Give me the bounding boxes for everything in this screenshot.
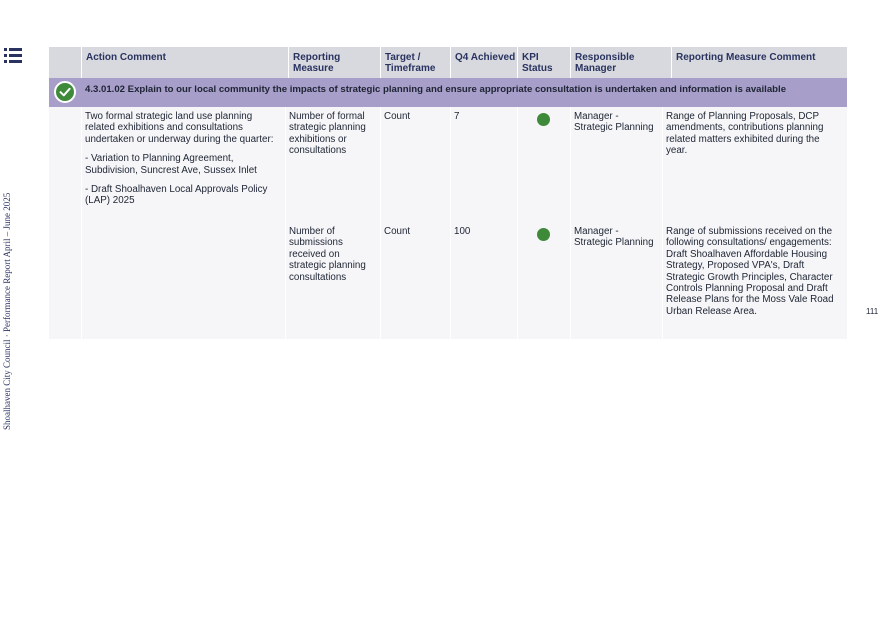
reporting-measure-cell: Number of formal strategic planning exhibitions or consultations — [289, 111, 366, 157]
manager-cell: Manager - Strategic Planning — [574, 111, 654, 134]
action-comment-paragraph: - Draft Shoalhaven Local Approvals Policy (LAP) 2025 — [85, 184, 268, 207]
action-comment-cell — [81, 107, 288, 215]
check-circle-icon — [54, 81, 76, 103]
action-title: 4.3.01.02 Explain to our local community the impacts of strategic planning and ensure appropriate consultation is undertaken and information is available — [85, 84, 787, 95]
measure-comment-cell: Range of Planning Proposals, DCP amendments, contributions planning related matters exhibited during the year. — [666, 111, 824, 157]
table-row — [49, 222, 847, 339]
manager-cell: Manager - Strategic Planning — [574, 226, 654, 249]
header-target: Target / Timeframe — [380, 47, 450, 78]
report-side-title: Shoalhaven City Council · Performance Report April – June 2025 — [2, 192, 12, 430]
page-number: 111 — [866, 307, 879, 316]
action-comment-paragraph: - Variation to Planning Agreement, Subdivision, Suncrest Ave, Sussex Inlet — [85, 153, 257, 176]
action-comment-paragraph: Two formal strategic land use planning related exhibitions and consultations undertaken or underway during the quarter: — [85, 111, 274, 145]
achieved-cell: 7 — [454, 111, 460, 122]
header-icon-col — [49, 47, 81, 78]
header-kpi-status: KPI Status — [517, 47, 570, 78]
reporting-measure-cell: Number of submissions received on strategic planning consultations — [289, 226, 366, 283]
header-reporting-measure: Reporting Measure — [288, 47, 380, 78]
measure-comment-cell: Range of submissions received on the following consultations/ engagements: Draft Shoalhaven Affordable Housing Strategy, Proposed VPA's, Draft Strategic Growth Principles, Character Controls Planning Proposal and Draft Release Plans for the Moss Vale Road Urban Release Area. — [666, 226, 834, 317]
list-menu-icon[interactable] — [4, 48, 22, 64]
table-header — [49, 47, 847, 78]
target-cell: Count — [384, 111, 411, 122]
achieved-cell: 100 — [454, 226, 471, 237]
header-q4-achieved: Q4 Achieved — [450, 47, 517, 78]
target-cell: Count — [384, 226, 411, 237]
kpi-status-icon — [537, 113, 550, 126]
table-body — [49, 107, 847, 339]
table-row — [49, 107, 847, 222]
kpi-table — [49, 47, 847, 339]
header-measure-comment: Reporting Measure Comment — [671, 47, 847, 78]
kpi-status-icon — [537, 228, 550, 241]
header-responsible-manager: Responsible Manager — [570, 47, 671, 78]
header-action-comment: Action Comment — [81, 47, 288, 78]
action-row — [49, 78, 847, 107]
